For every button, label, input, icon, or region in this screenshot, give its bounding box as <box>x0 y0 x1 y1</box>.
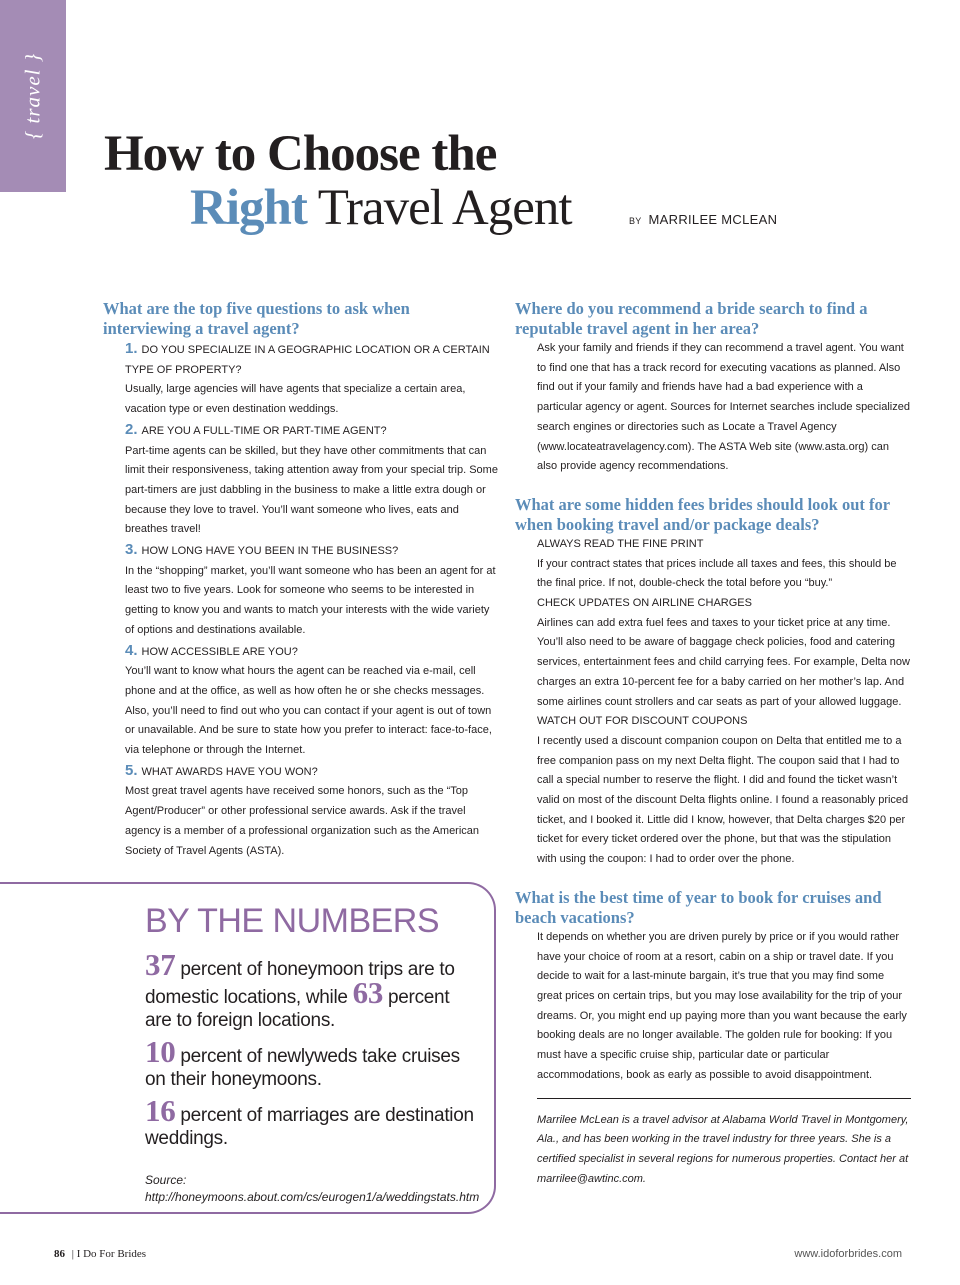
author-bio: Marrilee McLean is a travel advisor at Alabama World Travel in Montgomery, Ala., and has been working in the travel industry for three years. She is a certified specialist in several regions for numerous properties. Contact her at marrilee@awtinc.com. <box>537 1113 909 1185</box>
answer-text: If your contract states that prices include all taxes and fees, this should be the final price. If not, double-check the total before you “buy.” <box>537 557 897 590</box>
list-item <box>125 641 499 761</box>
list-item <box>125 540 499 641</box>
item-answer: You’ll want to know what hours the agent can be reached via e-mail, cell phone and at the office, as well as how often he or she checks messages. Also, you’ll need to find out who you can contact if your agent is out of town or unavailable. And be sure to state how you prefer to interact: face-to-face, via telephone or through the Internet. <box>125 665 492 757</box>
question-heading: What are the top five questions to ask when interviewing a travel agent? <box>103 299 410 338</box>
subheading: WATCH OUT FOR DISCOUNT COUPONS <box>537 715 748 728</box>
list-item <box>125 339 499 420</box>
stat-number: 16 <box>145 1093 176 1128</box>
item-question: HOW ACCESSIBLE ARE YOU? <box>141 645 298 658</box>
subheading: CHECK UPDATES ON AIRLINE CHARGES <box>537 597 752 610</box>
article-title-line2 <box>190 178 572 238</box>
right-column <box>515 299 911 1189</box>
answer-text: I recently used a discount companion coupon on Delta that entitled me to a free companion pass on my next Delta flight. The coupon said that I had to call a special number to reserve the flight. I did and found the ticket wasn’t valid on most of the discount Delta flights online. I found a reasonably priced ticket, and I booked it. Little did I know, however, that Delta charges $20 per ticket for every ticket ordered over the phone, but that was the stipulation with using the coupon: I had to order over the phone. <box>537 734 909 866</box>
magazine-name: I Do For Brides <box>76 1248 147 1260</box>
title-line2-text: Travel Agent <box>306 180 572 236</box>
article-title-line1: How to Choose the <box>104 126 497 182</box>
title-accent-word: Right <box>190 180 307 236</box>
item-answer: Usually, large agencies will have agents that specialize a certain area, vacation type or even destination weddings. <box>125 383 466 416</box>
list-item <box>125 761 499 862</box>
stat-3 <box>145 1093 475 1150</box>
item-question: WHAT AWARDS HAVE YOU WON? <box>141 765 318 778</box>
item-question: DO YOU SPECIALIZE IN A GEOGRAPHIC LOCATION OR A CERTAIN TYPE OF PROPERTY? <box>125 344 490 376</box>
question-list <box>103 339 499 861</box>
list-item <box>125 420 499 540</box>
section-label: { travel } <box>20 52 45 140</box>
stat-number: 10 <box>145 1034 176 1069</box>
answer-text: Ask your family and friends if they can recommend a travel agent. You want to find one that has a track record for executing vacations as planned. Also find out if your family and friends have had a bad experience with a particular agency or agent. Sources for Internet searches include specialized search engines or directories such as Locate a Travel Agency (www.locateatravelagency.com). The ASTA Web site (www.asta.org) can also provide agency recommendations. <box>537 342 910 473</box>
question-heading: Where do you recommend a bride search to find a reputable travel agent in her area? <box>515 299 868 338</box>
item-question: ARE YOU A FULL-TIME OR PART-TIME AGENT? <box>141 424 387 437</box>
stat-text: percent of honeymoon trips are to domestic locations, while <box>145 959 455 1008</box>
author-name: MARRILEE MCLEAN <box>648 212 778 227</box>
stat-text: percent of marriages are destination weddings. <box>145 1105 474 1149</box>
left-column <box>103 299 499 861</box>
item-number: 1. <box>125 340 138 357</box>
stat-text: percent of newlyweds take cruises on their honeymoons. <box>145 1046 460 1090</box>
byline <box>629 212 777 227</box>
item-answer: In the “shopping” market, you’ll want someone who has been an agent for at least two to five years. Look for someone who seems to be interested in getting to know you and wants to match your interests with the wide variety of options and destinations available. <box>125 564 496 636</box>
stat-2 <box>145 1034 475 1091</box>
byline-by: BY <box>629 216 642 226</box>
item-number: 5. <box>125 761 138 779</box>
page-number: 86 <box>54 1248 65 1260</box>
footer-url: www.idoforbrides.com <box>794 1248 902 1260</box>
stat-number: 37 <box>145 947 176 982</box>
numbers-title: BY THE NUMBERS <box>145 902 440 940</box>
item-question: HOW LONG HAVE YOU BEEN IN THE BUSINESS? <box>141 545 399 558</box>
question-heading: What is the best time of year to book for cruises and beach vacations? <box>515 887 882 927</box>
footer-left: 86 | I Do For Brides <box>54 1248 147 1260</box>
item-number: 3. <box>125 541 138 559</box>
item-number: 2. <box>125 420 138 438</box>
answer-text: Airlines can add extra fuel fees and taxes to your ticket price at any time. You’ll also need to be aware of baggage check policies, food and catering services, entertainment fees and child carrying fees. For example, Delta now charges an extra 10-percent fee for a baby carried on her mother’s lap. And some airlines count strollers and car seats as part of your allowed luggage. <box>537 616 910 708</box>
item-number: 4. <box>125 641 138 659</box>
stat-number: 63 <box>352 975 384 1010</box>
section-tab <box>0 0 66 192</box>
subheading: ALWAYS READ THE FINE PRINT <box>537 537 704 550</box>
question-heading: What are some hidden fees brides should look out for when booking travel and/or package deals? <box>515 494 890 534</box>
item-answer: Most great travel agents have received some honors, such as the “Top Agent/Producer” or other professional service awards. Ask if the travel agency is a member of a professional organization such as the American Society of Travel Agents (ASTA). <box>125 785 480 857</box>
answer-text: It depends on whether you are driven purely by price or if you would rather have your choice of room at a resort, cabin on a ship or travel date. If you decide to wait for a last-minute bargain, it’s true that you may find some great prices on certain trips, but you may lose availability for the trip of your dreams. Or, you might end up paying more than you want because the early booking deals are no longer available. The golden rule for booking: If you must have a specific cruise ship, particular date or particular accommodations, book as early as possible to avoid disappointment. <box>537 930 907 1081</box>
source-citation: Source: http://honeymoons.about.com/cs/eurogen1/a/weddingstats.htm <box>145 1173 480 1204</box>
stat-text: percent are to foreign locations. <box>145 987 450 1031</box>
item-answer: Part-time agents can be skilled, but they have other commitments that can limit their responsiveness, taking attention away from your special trip. Some part-timers are just dabbling in the business to make a little extra dough or because they love to travel. You’ll want someone who lives, eats and breathes travel! <box>125 444 498 536</box>
stat-1 <box>145 947 475 1032</box>
divider <box>537 1098 911 1099</box>
by-the-numbers-content <box>145 897 480 1206</box>
